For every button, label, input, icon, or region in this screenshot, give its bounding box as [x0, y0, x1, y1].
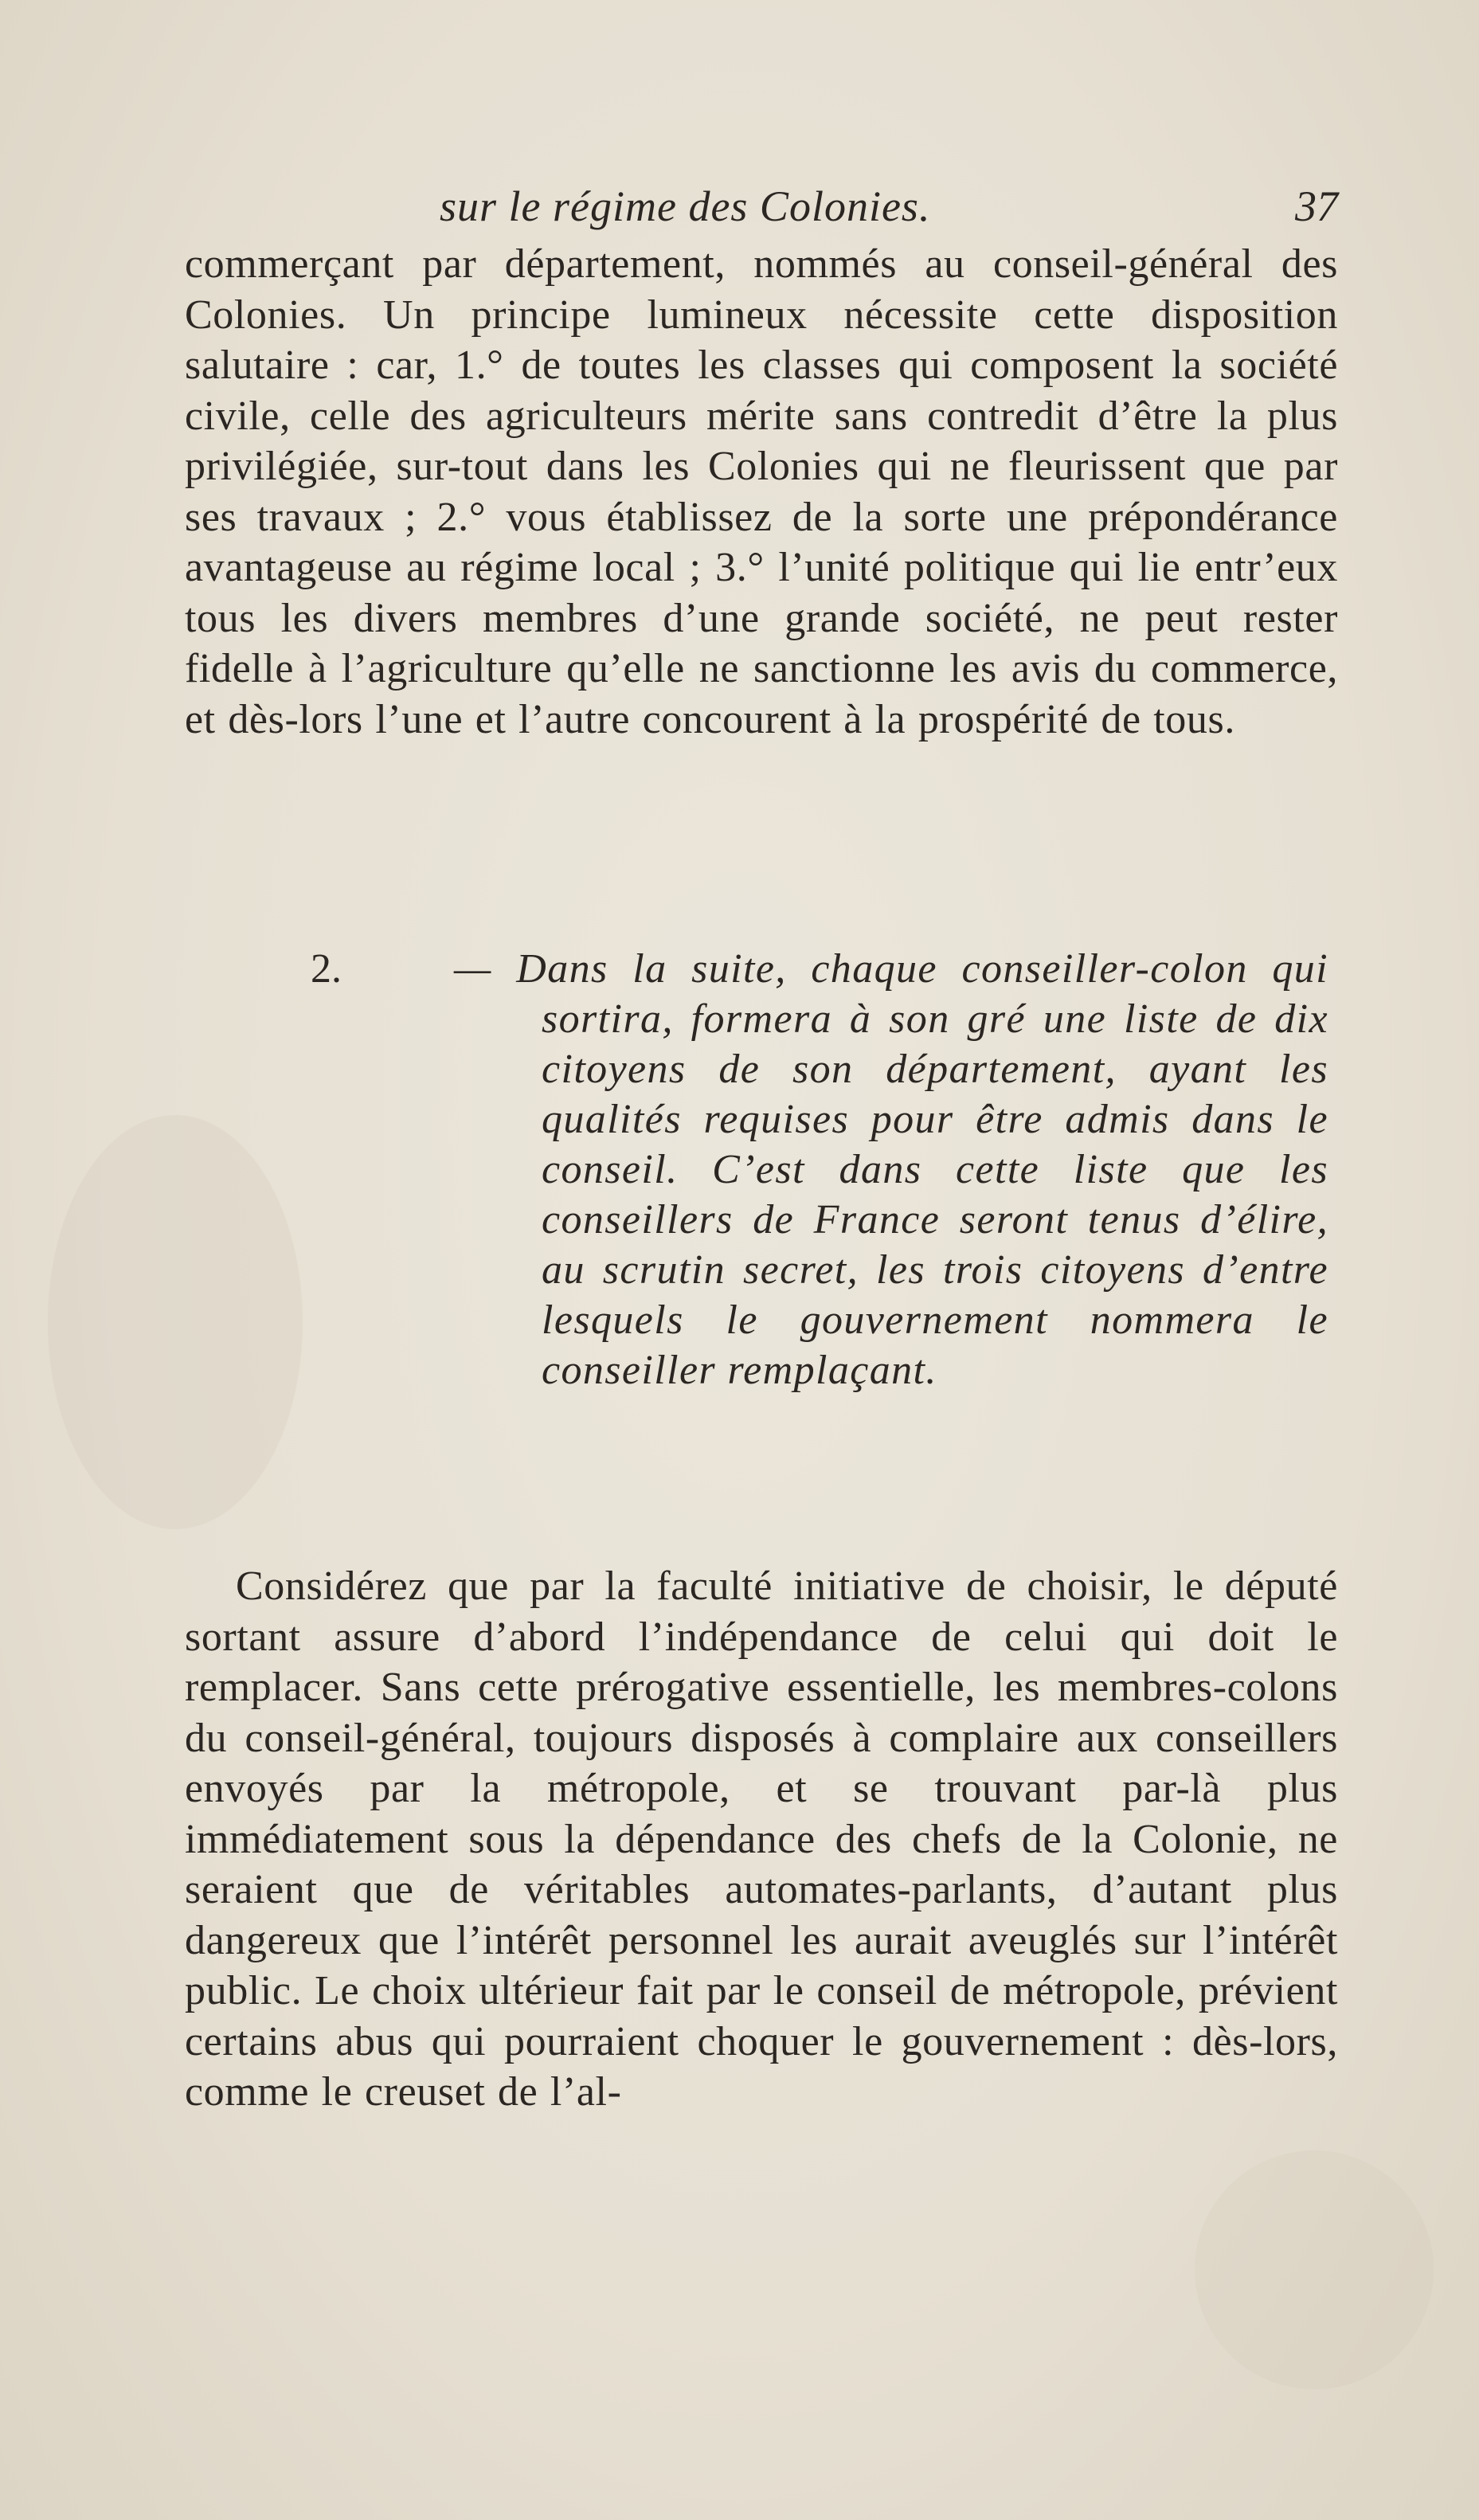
- article-number: 2.: [311, 946, 342, 992]
- page-number: 37: [1295, 182, 1338, 230]
- running-header: [185, 182, 1338, 237]
- paper-stain: [48, 1115, 303, 1529]
- paper-stain: [1195, 2150, 1434, 2389]
- running-title: sur le régime des Colonies.: [440, 182, 931, 230]
- paragraph-2: Considérez que par la faculté initiative de choisir, le député sortant assure d’abord l’indépendance de celui qui doit le remplacer. Sans cette prérogative essentielle, les membres-colons du conseil-général, toujours disposés à complaire aux conseillers envoyés par la métropole, et se trouvant par-là plus immédiatement sous la dépendance des chefs de la Colonie, ne seraient que de véritables automates-parlants, d’autant plus dangereux que l’intérêt personnel les aurait aveuglés sur l’intérêt public. Le choix ultérieur fait par le conseil de métropole, prévient certains abus qui pourraient choquer le gouvernement : dès-lors, comme le creuset de l’al-: [185, 1563, 1338, 2115]
- paragraph-1: commerçant par département, nommés au conseil-général des Colonies. Un principe lumineux nécessite cette disposition salutaire : car, 1.° de toutes les classes qui composent la société civile, celle des agriculteurs mérite sans contredit d’être la plus privilégiée, sur-tout dans les Colonies qui ne fleurissent que par ses travaux ; 2.° vous établissez de la sorte une prépondérance avantageuse au régime local ; 3.° l’unité politique qui lie entr’eux tous les divers membres d’une grande société, ne peut rester fidelle à l’agriculture qu’elle ne sanctionne les avis du commerce, et dès-lors l’une et l’autre concourent à la prospérité de tous.: [185, 241, 1338, 742]
- article-text: — Dans la suite, chaque conseiller-colon qui sortira, formera à son gré une liste de dix citoyens de son département, ayant les qualités requises pour être admis dans le conseil. C’est dans cette liste que les conseillers de France seront tenus d’élire, au scrutin secret, les trois citoyens d’entre lesquels le gouvernement nommera le conseiller remplaçant.: [454, 946, 1328, 1393]
